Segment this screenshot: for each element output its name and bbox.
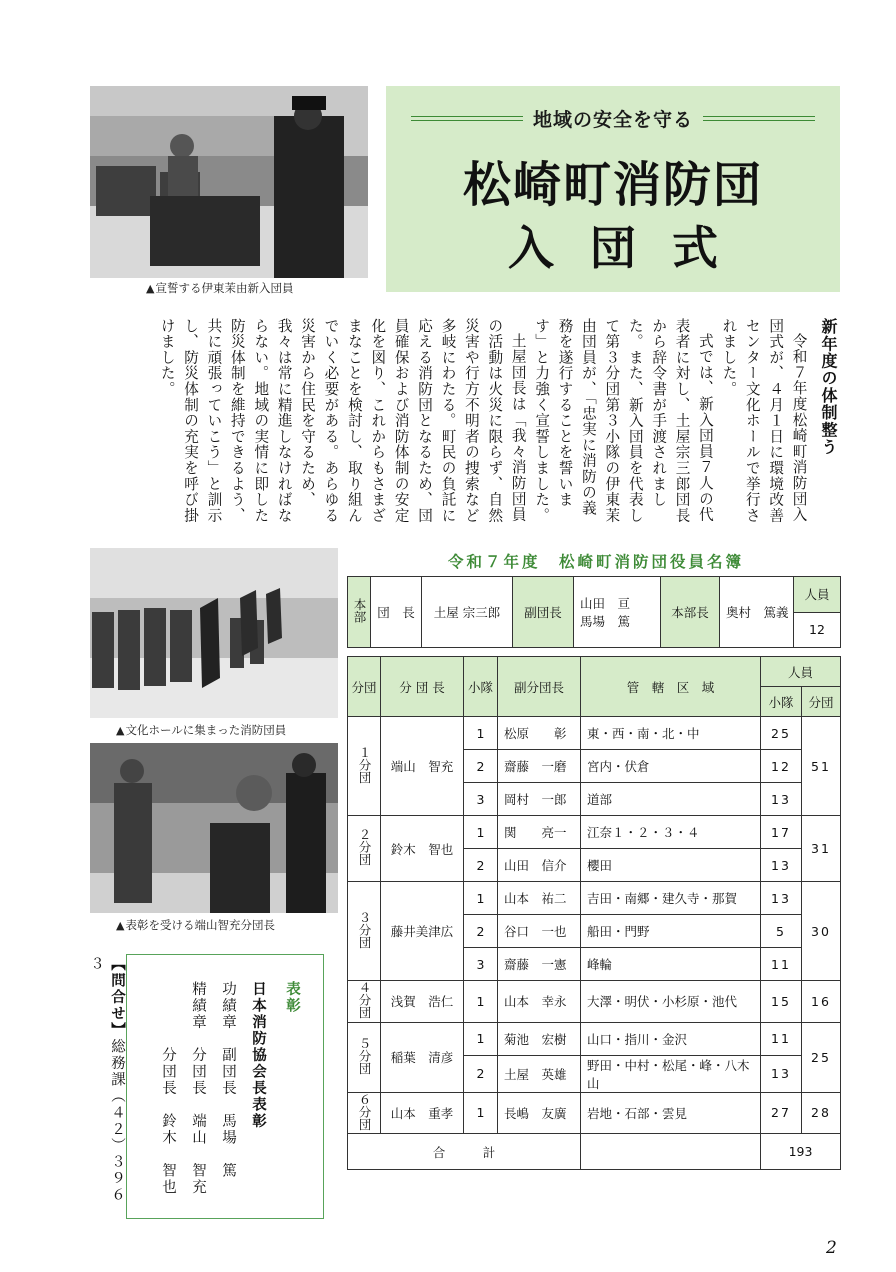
platoon-count: 27 xyxy=(761,1092,802,1134)
jurisdiction: 山口・指川・金沢 xyxy=(581,1022,761,1055)
platoon-no: 1 xyxy=(464,1092,498,1134)
header-bundan: 分団 xyxy=(348,657,381,717)
subtitle: 地域の安全を守る xyxy=(532,108,693,131)
platoon-no: 1 xyxy=(464,816,498,849)
unit-name: ４分団 xyxy=(357,981,372,1019)
platoon-no: 1 xyxy=(464,981,498,1023)
table-row xyxy=(348,717,841,750)
honbu-label: 本部 xyxy=(352,598,367,623)
subtitle-rule-right xyxy=(703,116,815,121)
unit-name-cell xyxy=(348,717,381,816)
vice-leader: 土屋 英雄 xyxy=(498,1055,581,1092)
unit-name: ３分団 xyxy=(357,910,372,949)
fuku-names xyxy=(574,577,661,648)
photo-hall-image xyxy=(90,548,338,718)
unit-name: ２分団 xyxy=(357,828,372,866)
vice-leader: 谷口 一也 xyxy=(498,915,581,948)
jurisdiction: 櫻田 xyxy=(581,849,761,882)
platoon-count: 25 xyxy=(761,717,802,750)
unit-name-cell xyxy=(348,882,381,981)
platoon-no: 2 xyxy=(464,750,498,783)
unit-leader: 浅賀 浩仁 xyxy=(381,981,464,1023)
jurisdiction: 東・西・南・北・中 xyxy=(581,717,761,750)
platoon-count: 11 xyxy=(761,1022,802,1055)
unit-name-cell xyxy=(348,981,381,1023)
fuku-name-2: 馬場 篤 xyxy=(580,614,631,629)
platoon-count: 11 xyxy=(761,948,802,981)
header-shotai: 小隊 xyxy=(464,657,498,717)
photo-award xyxy=(90,743,338,913)
contact-label: 【問合せ】 xyxy=(109,956,125,1039)
table-row xyxy=(348,1022,841,1055)
bundan-table xyxy=(347,656,841,1170)
vice-leader: 山本 幸永 xyxy=(498,981,581,1023)
page-number: 2 xyxy=(826,1238,837,1258)
fuku-label: 副団長 xyxy=(513,577,574,648)
unit-total: 28 xyxy=(802,1092,841,1134)
platoon-no: 2 xyxy=(464,915,498,948)
unit-total: 30 xyxy=(802,882,841,981)
jurisdiction: 船田・門野 xyxy=(581,915,761,948)
unit-leader: 稲葉 清彦 xyxy=(381,1022,464,1092)
vice-leader: 山本 祐二 xyxy=(498,882,581,915)
honbu-ninzu-label: 人員 xyxy=(794,577,841,613)
jurisdiction: 大澤・明伏・小杉原・池代 xyxy=(581,981,761,1023)
header-shotai-n: 小隊 xyxy=(761,687,802,717)
honbu-ninzu: 12 xyxy=(794,612,841,648)
platoon-count: 13 xyxy=(761,1055,802,1092)
article-paragraph: 令和７年度松崎町消防団入団式が、４月１日に環境改善センター文化ホールで挙行されました。 xyxy=(720,318,808,524)
award-heading: 表彰 xyxy=(284,981,300,1014)
jurisdiction: 岩地・石部・雲見 xyxy=(581,1092,761,1134)
platoon-no: 1 xyxy=(464,717,498,750)
table-row xyxy=(348,882,841,915)
header-kankatsu: 管 轄 区 域 xyxy=(581,657,761,717)
honbu-label-cell xyxy=(348,577,371,648)
unit-name-cell xyxy=(348,1022,381,1092)
unit-name: １分団 xyxy=(357,745,372,784)
jurisdiction: 野田・中村・松尾・峰・八木山 xyxy=(581,1055,761,1092)
platoon-no: 2 xyxy=(464,849,498,882)
vice-leader: 長嶋 友廣 xyxy=(498,1092,581,1134)
platoon-count: 13 xyxy=(761,783,802,816)
table-row xyxy=(348,1092,841,1134)
award-line: 分団長 鈴木 智也 xyxy=(160,981,176,1196)
award-org: 日本消防協会長表彰 xyxy=(250,981,266,1130)
platoon-count: 13 xyxy=(761,849,802,882)
platoon-count: 12 xyxy=(761,750,802,783)
honbucho-label: 本部長 xyxy=(661,577,720,648)
jurisdiction: 宮内・伏倉 xyxy=(581,750,761,783)
platoon-no: 3 xyxy=(464,783,498,816)
unit-leader: 鈴木 智也 xyxy=(381,816,464,882)
subtitle-row xyxy=(386,106,840,130)
unit-name: ５分団 xyxy=(357,1036,372,1075)
award-box xyxy=(126,954,324,1219)
unit-leader: 山本 重孝 xyxy=(381,1092,464,1134)
vice-leader: 山田 信介 xyxy=(498,849,581,882)
header-fukubundancho: 副分団長 xyxy=(498,657,581,717)
platoon-no: 1 xyxy=(464,882,498,915)
unit-total: 25 xyxy=(802,1022,841,1092)
caption-photo-hall: ▲文化ホールに集まった消防団員 xyxy=(116,723,287,737)
honbu-table xyxy=(347,576,841,648)
bundan-table-body xyxy=(348,717,841,1134)
unit-total: 16 xyxy=(802,981,841,1023)
caption-photo-oath: ▲宣誓する伊東茉由新入団員 xyxy=(146,281,294,295)
header-bundancho: 分 団 長 xyxy=(381,657,464,717)
caption-text: 文化ホールに集まった消防団員 xyxy=(125,723,287,737)
total-label: 合 計 xyxy=(348,1134,581,1170)
article-heading: 新年度の体制整う xyxy=(819,318,838,456)
jurisdiction: 峰輪 xyxy=(581,948,761,981)
total-blank xyxy=(581,1134,761,1170)
platoon-count: 15 xyxy=(761,981,802,1023)
unit-name: ６分団 xyxy=(357,1092,372,1130)
award-line: 功績章 副団長 馬場 篤 xyxy=(220,981,236,1179)
caption-photo-award: ▲表彰を受ける端山智充分団長 xyxy=(116,918,275,932)
award-line: 精績章 分団長 端山 智充 xyxy=(190,981,206,1196)
platoon-count: 13 xyxy=(761,882,802,915)
subtitle-rule-left xyxy=(411,116,523,121)
unit-leader: 藤井美津広 xyxy=(381,882,464,981)
vice-leader: 齋藤 一磨 xyxy=(498,750,581,783)
platoon-no: 1 xyxy=(464,1022,498,1055)
title-box xyxy=(386,86,840,292)
header-ninzu: 人員 xyxy=(761,657,841,687)
caption-text: 宣誓する伊東茉由新入団員 xyxy=(155,281,294,295)
award-text xyxy=(153,981,307,1211)
vice-leader: 菊池 宏樹 xyxy=(498,1022,581,1055)
photo-hall xyxy=(90,548,338,718)
vice-leader: 齋藤 一憲 xyxy=(498,948,581,981)
table-row xyxy=(348,981,841,1023)
platoon-no: 2 xyxy=(464,1055,498,1092)
platoon-no: 3 xyxy=(464,948,498,981)
unit-leader: 端山 智充 xyxy=(381,717,464,816)
jurisdiction: 道部 xyxy=(581,783,761,816)
fuku-name-1: 山田 亘 xyxy=(580,596,631,611)
page-subtitle: 入団式 xyxy=(508,221,754,275)
article xyxy=(90,318,840,530)
contact-text: 総務課（４２）３９６３ xyxy=(88,956,125,1204)
unit-total: 51 xyxy=(802,717,841,816)
jurisdiction: 吉田・南郷・建久寺・那賀 xyxy=(581,882,761,915)
article-paragraph: 土屋団長は「我々消防団員の活動は火災に限らず、自然災害や行方不明者の捜索など多岐にわたる。町民の負託に応える消防団となるため、団員確保および消防体制の安定化を図り、これからもさまざまなことを検討し、取り組んでいく必要がある。あらゆる災害から住民を守るため、我々は常に精進しなければならない。地域の実情に即した防災体制を維持できるよう、共に頑張っていこう」と訓示し、防災体制の充実を呼び掛けました。 xyxy=(158,318,527,524)
table-row xyxy=(348,816,841,849)
dancho-label: 団 長 xyxy=(371,577,422,648)
photo-oath-image xyxy=(90,86,368,278)
dancho-name: 土屋 宗三郎 xyxy=(422,577,513,648)
header-bundan-n: 分団 xyxy=(802,687,841,717)
vice-leader: 岡村 一郎 xyxy=(498,783,581,816)
vice-leader: 関 亮一 xyxy=(498,816,581,849)
honbucho-name: 奥村 篤義 xyxy=(720,577,794,648)
jurisdiction: 江奈１・２・３・４ xyxy=(581,816,761,849)
page-title: 松崎町消防団 xyxy=(462,157,763,213)
photo-award-image xyxy=(90,743,338,913)
roster-title: 令和７年度 松崎町消防団役員名簿 xyxy=(447,553,744,571)
platoon-count: 5 xyxy=(761,915,802,948)
total-value: 193 xyxy=(761,1134,841,1170)
unit-name-cell xyxy=(348,816,381,882)
photo-oath xyxy=(90,86,368,278)
unit-total: 31 xyxy=(802,816,841,882)
article-body xyxy=(155,318,840,530)
unit-name-cell xyxy=(348,1092,381,1134)
article-paragraph: 式では、新入団員７人の代表者に対し、土屋宗三郎団長から辞令書が手渡されました。また、新入団員を代表して第３分団第３小隊の伊東茉由団員が、「忠実に消防の義務を遂行することを誓います」と力強く宣誓しました。 xyxy=(533,318,714,524)
platoon-count: 17 xyxy=(761,816,802,849)
contact xyxy=(86,956,128,1216)
caption-text: 表彰を受ける端山智充分団長 xyxy=(125,918,275,932)
vice-leader: 松原 彰 xyxy=(498,717,581,750)
